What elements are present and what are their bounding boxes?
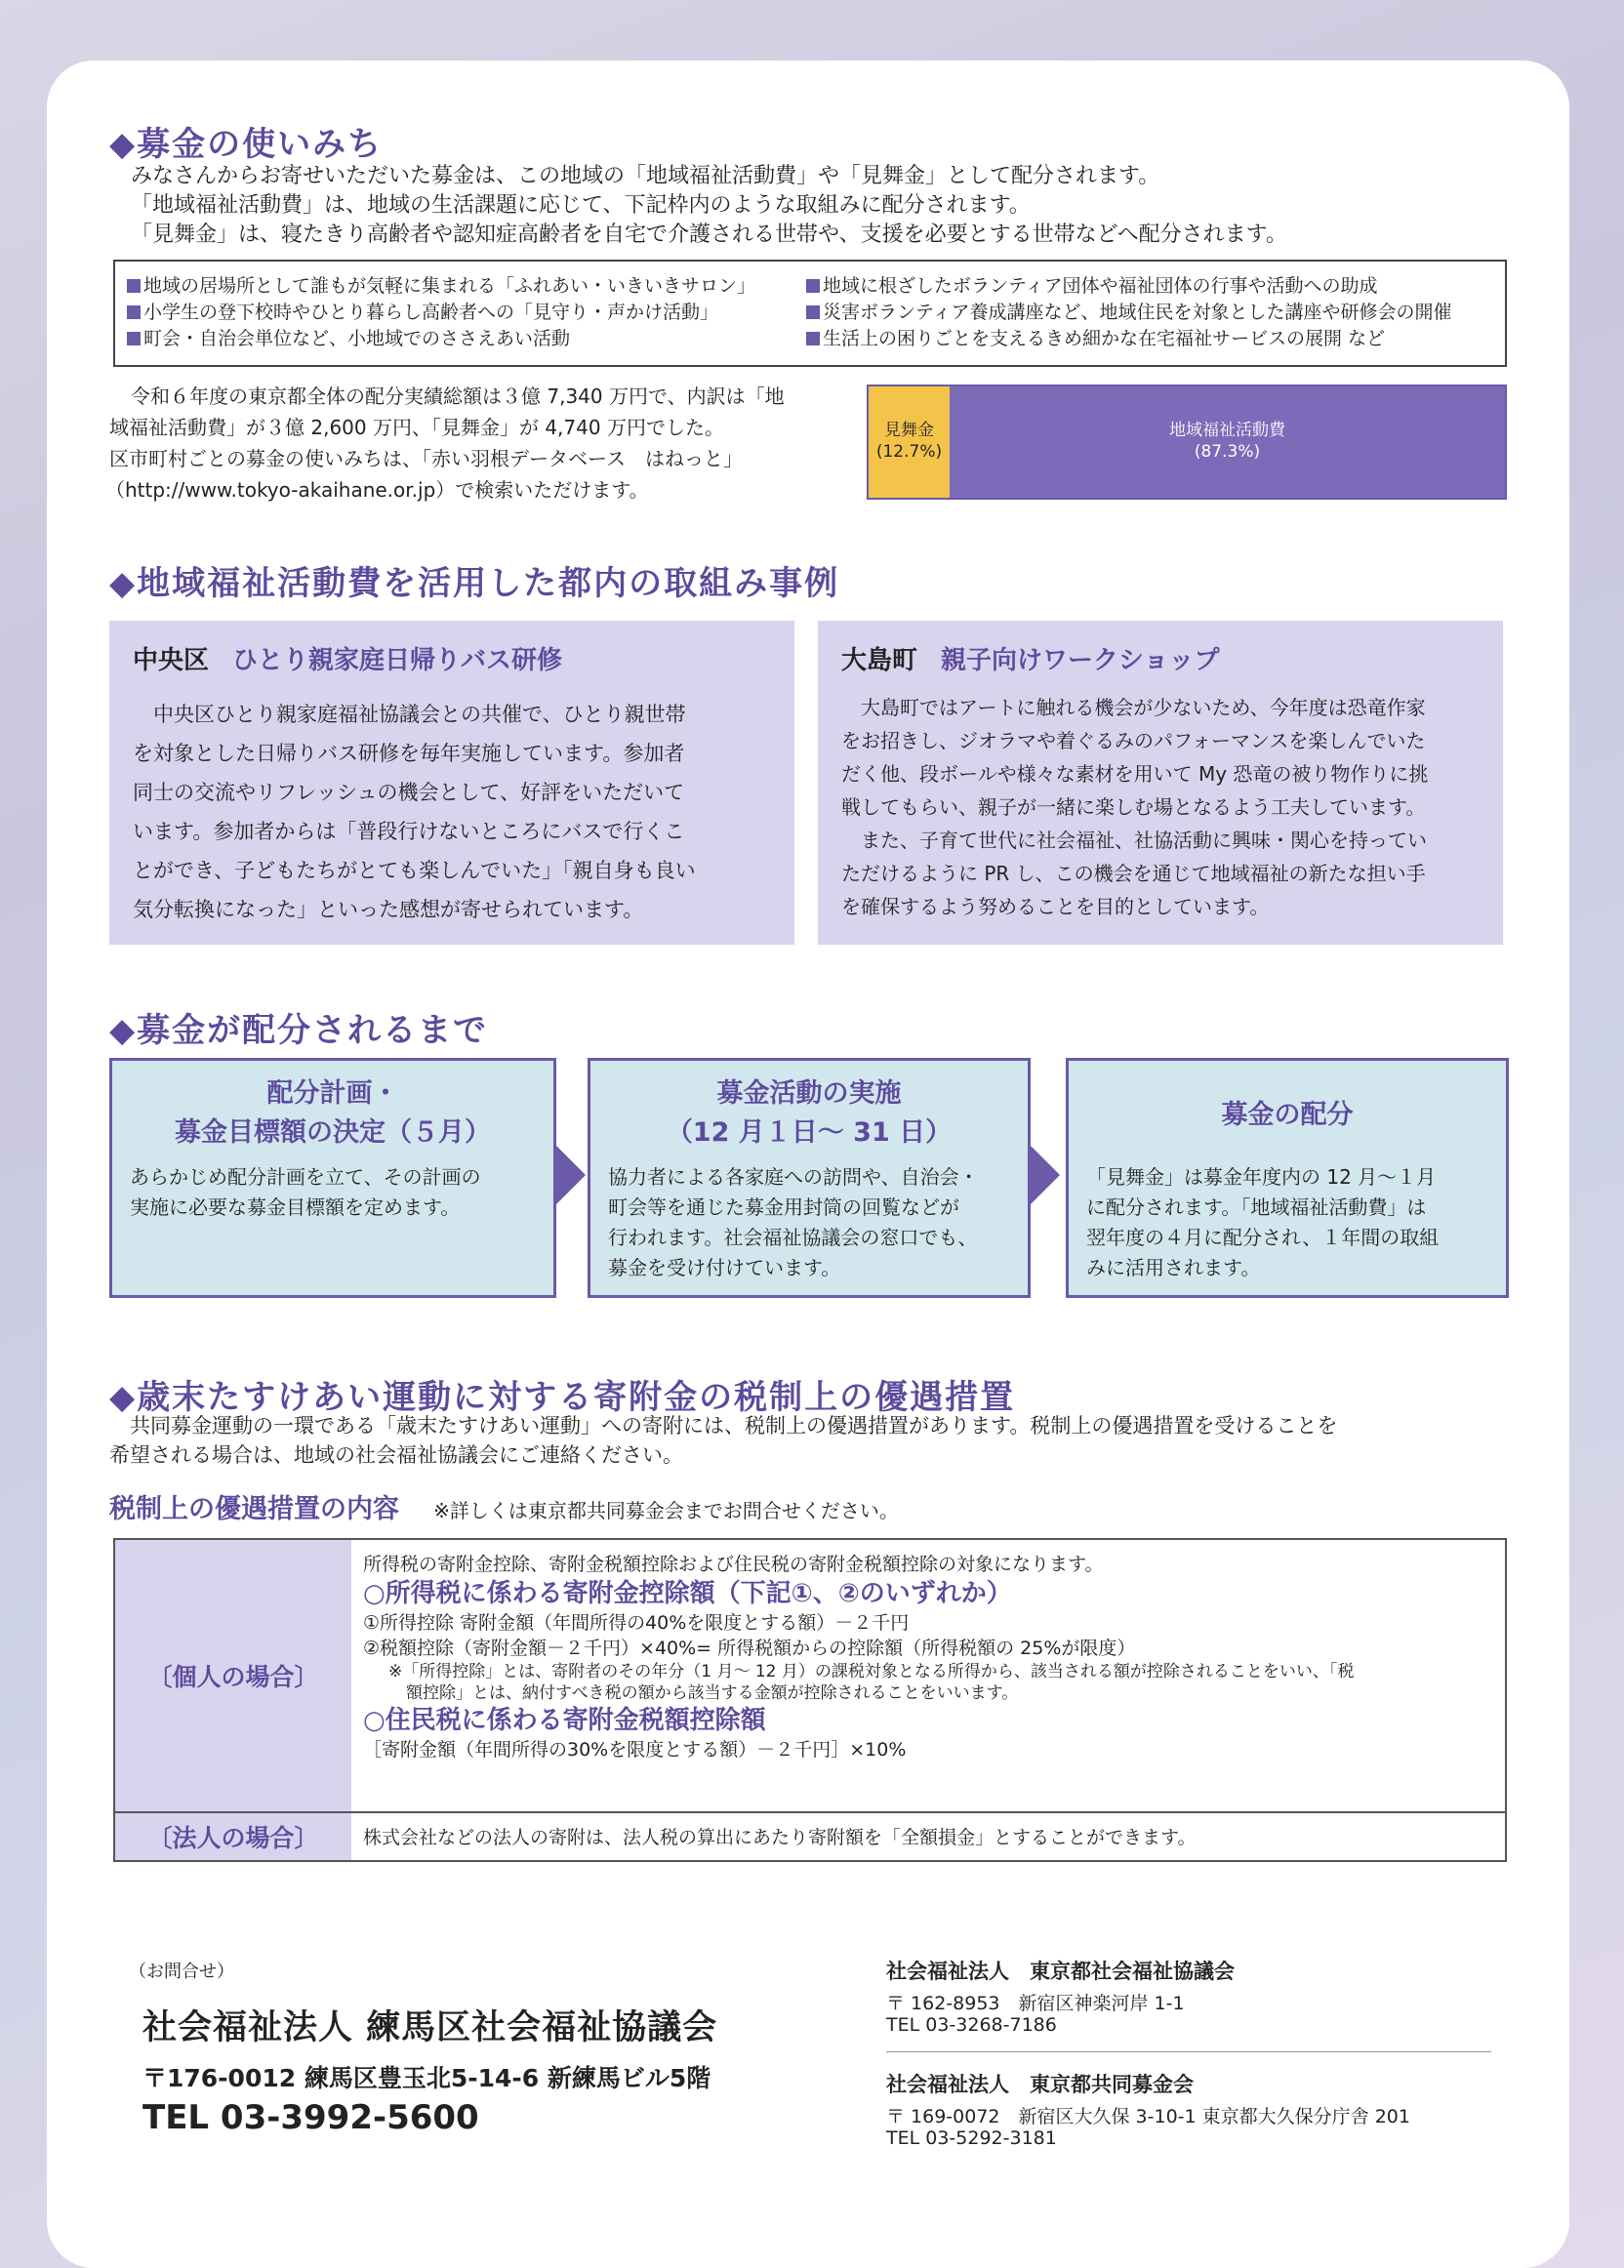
step-line: 実施に必要な募金目標額を定めます。: [130, 1195, 461, 1219]
usage-line-1: みなさんからお寄せいただいた募金は、この地域の「地域福祉活動費」や「見舞金」として配分されます。: [131, 164, 1160, 188]
usage-line-2: 「地域福祉活動費」は、地域の生活課題に応じて、下記枠内のような取組みに配分されます。: [131, 193, 1031, 218]
section-heading-process: ◆募金が配分されるまで: [109, 1011, 489, 1050]
other-org-tel: TEL 03-5292-3181: [886, 2127, 1057, 2149]
bar-segment-mimaikin: [869, 386, 950, 498]
list-item: 地域の居場所として誰もが気軽に集まれる「ふれあい・いきいきサロン」: [127, 273, 755, 300]
tax-personal-sub2: ○住民税に係わる寄附金税額控除額: [363, 1706, 766, 1735]
tax-label-personal: 〔個人の場合〕: [115, 1540, 351, 1813]
tax-subheading: 税制上の優遇措置の内容: [109, 1494, 399, 1524]
activity-examples-box: [113, 260, 1507, 367]
case-line: 同士の交流やリフレッシュの機会として、好評をいただいて: [133, 781, 685, 804]
tax-personal-sub1: ○所得税に係わる寄附金控除額（下記①、②のいずれか）: [363, 1579, 1012, 1608]
step-title: 募金活動の実施: [716, 1078, 902, 1109]
bar-label-activity: 地域福祉活動費: [1169, 421, 1285, 440]
case-line: 大島町ではアートに触れる機会が少ないため、今年度は恐竜作家: [841, 696, 1426, 719]
other-org-address: 〒 162-8953 新宿区神楽河岸 1-1: [886, 1993, 1185, 2014]
step-card-campaign: [588, 1058, 1031, 1298]
arrow-right-icon: [556, 1146, 586, 1204]
step-title: （12 月１日～ 31 日）: [666, 1117, 953, 1148]
summary-line-2: 域福祉活動費」が３億 2,600 万円、「見舞金」が 4,740 万円でした。: [109, 416, 724, 439]
step-title: 配分計画・: [266, 1078, 399, 1109]
contact-tel: TEL 03-3992-5600: [142, 2098, 479, 2137]
list-item: 災害ボランティア養成講座など、地域住民を対象とした講座や研修会の開催: [806, 300, 1451, 326]
tax-personal-item3: ［寄附金額（年間所得の30%を限度とする額）－２千円］×10%: [363, 1739, 907, 1761]
section-heading-cases: ◆地域福祉活動費を活用した都内の取組み事例: [109, 564, 840, 603]
other-org-address: 〒 169-0072 新宿区大久保 3-10-1 東京都大久保分庁舎 201: [886, 2106, 1410, 2127]
tax-corporate-text: 株式会社などの法人の寄附は、法人税の算出にあたり寄附額を「全額損金」とすることができます。: [363, 1827, 1197, 1848]
bar-label-mimaikin: 見舞金: [884, 421, 934, 440]
tax-intro-1: 共同募金運動の一環である「歳末たすけあい運動」への寄附には、税制上の優遇措置があります。税制上の優遇措置を受けることを: [109, 1414, 1338, 1438]
case-line: います。参加者からは「普段行けないところにバスで行くこ: [133, 820, 685, 843]
step-line: に配分されます。「地域福祉活動費」は: [1086, 1195, 1427, 1219]
step-line: みに活用されます。: [1086, 1256, 1261, 1279]
other-org-name: 社会福祉法人 東京都社会福祉協議会: [886, 1960, 1235, 1983]
contact-label: （お問合せ）: [129, 1962, 234, 1982]
step-line: 協力者による各家庭への訪問や、自治会・: [608, 1165, 979, 1189]
allocation-ratio-bar: [867, 385, 1507, 500]
case-line: をお招きし、ジオラマや着ぐるみのパフォーマンスを楽しんでいた: [841, 729, 1426, 752]
case-line: を確保するよう努めることを目的としています。: [841, 895, 1270, 918]
list-item: 小学生の登下校時やひとり暮らし高齢者への「見守り・声かけ活動」: [127, 300, 755, 326]
summary-line-3: 区市町村ごとの募金の使いみちは、「赤い羽根データベース はねっと」: [109, 447, 743, 470]
step-line: 翌年度の４月に配分され、１年間の取組: [1086, 1226, 1440, 1249]
usage-line-3: 「見舞金」は、寝たきり高齢者や認知症高齢者を自宅で介護される世帯や、支援を必要とする世帯などへ配分されます。: [131, 223, 1287, 247]
step-line: 町会等を通じた募金用封筒の回覧などが: [608, 1195, 959, 1219]
other-org-name: 社会福祉法人 東京都共同募金会: [886, 2073, 1194, 2096]
case-line: 気分転換になった」といった感想が寄せられています。: [133, 898, 644, 921]
section-heading-usage: ◆募金の使いみち: [109, 125, 384, 164]
list-item: 地域に根ざしたボランティア団体や福祉団体の行事や活動への助成: [806, 273, 1451, 300]
tax-personal-item2: ②税額控除（寄附金額－２千円）×40%= 所得税額からの控除額（所得税額の 25%が限度）: [363, 1638, 1136, 1659]
case-line: だく他、段ボールや様々な素材を用いて My 恐竜の被り物作りに挑: [841, 762, 1429, 786]
summary-line-4: （http://www.tokyo-akaihane.or.jp）で検索いただけます。: [105, 478, 649, 502]
tax-table: [113, 1538, 1507, 1862]
case-line: また、子育て世代に社会福祉、社協活動に興味・関心を持ってい: [841, 829, 1427, 852]
step-card-plan: [109, 1058, 556, 1298]
other-org-tel: TEL 03-3268-7186: [886, 2014, 1057, 2036]
case-line: とができ、子どもたちがとても楽しんでいた」「親自身も良い: [133, 859, 696, 882]
bar-value-activity: (87.3%): [1194, 442, 1261, 462]
bar-segment-activity: [950, 386, 1505, 498]
step-line: 募金を受け付けています。: [608, 1256, 841, 1279]
case-area: 大島町: [841, 646, 918, 675]
case-title: 親子向けワークショップ: [941, 646, 1220, 675]
summary-line-1: 令和６年度の東京都全体の配分実績総額は３億 7,340 万円で、内訳は「地: [131, 385, 785, 408]
bar-value-mimaikin: (12.7%): [875, 442, 943, 462]
step-title: 募金目標額の決定（５月）: [175, 1117, 491, 1148]
case-line: ただけるように PR し、この機会を通じて地域福祉の新たな担い手: [841, 862, 1426, 885]
contact-address: 〒176-0012 練馬区豊玉北5-14-6 新練馬ビル5階: [142, 2064, 711, 2092]
tax-personal-item1: ①所得控除 寄附金額（年間所得の40%を限度とする額）－２千円: [363, 1612, 910, 1634]
list-item: 町会・自治会単位など、小地域でのささえあい活動: [127, 326, 755, 352]
tax-personal-note1: ※「所得控除」とは、寄附者のその年分（1 月～ 12 月）の課税対象となる所得から、該当される額が控除されることをいい、「税: [388, 1662, 1355, 1681]
tax-subnote: ※詳しくは東京都共同募金会までお問合せください。: [433, 1499, 899, 1522]
divider: [886, 2051, 1491, 2052]
tax-personal-line: 所得税の寄附金控除、寄附金税額控除および住民税の寄附金税額控除の対象になります。: [363, 1554, 1104, 1575]
contact-org: 社会福祉法人 練馬区社会福祉協議会: [142, 2008, 718, 2047]
case-card-chuo: [109, 621, 794, 945]
arrow-right-icon: [1031, 1146, 1060, 1204]
step-card-allocation: [1066, 1058, 1509, 1298]
tax-label-corporate: 〔法人の場合〕: [115, 1813, 351, 1860]
case-line: を対象とした日帰りバス研修を毎年実施しています。参加者: [133, 742, 685, 765]
section-heading-tax: ◆歳末たすけあい運動に対する寄附金の税制上の優遇措置: [109, 1378, 1016, 1417]
step-line: あらかじめ配分計画を立て、その計画の: [130, 1165, 481, 1189]
tax-intro-2: 希望される場合は、地域の社会福祉協議会にご連絡ください。: [109, 1443, 683, 1467]
case-line: 中央区ひとり親家庭福祉協議会との共催で、ひとり親世帯: [133, 703, 686, 726]
tax-personal-note2: 額控除」とは、納付すべき税の額から該当する金額が控除されることをいいます。: [406, 1683, 1019, 1703]
list-item: 生活上の困りごとを支えるきめ細かな在宅福祉サービスの展開 など: [806, 326, 1451, 352]
step-line: 行われます。社会福祉協議会の窓口でも、: [608, 1226, 978, 1249]
step-line: 「見舞金」は募金年度内の 12 月～１月: [1086, 1165, 1437, 1189]
case-title: ひとり親家庭日帰りバス研修: [232, 646, 563, 675]
case-area: 中央区: [133, 646, 210, 675]
case-card-oshima: [818, 621, 1503, 945]
step-title: 募金の配分: [1221, 1100, 1354, 1130]
case-line: 戦してもらい、親子が一緒に楽しむ場となるよう工夫しています。: [841, 795, 1426, 819]
